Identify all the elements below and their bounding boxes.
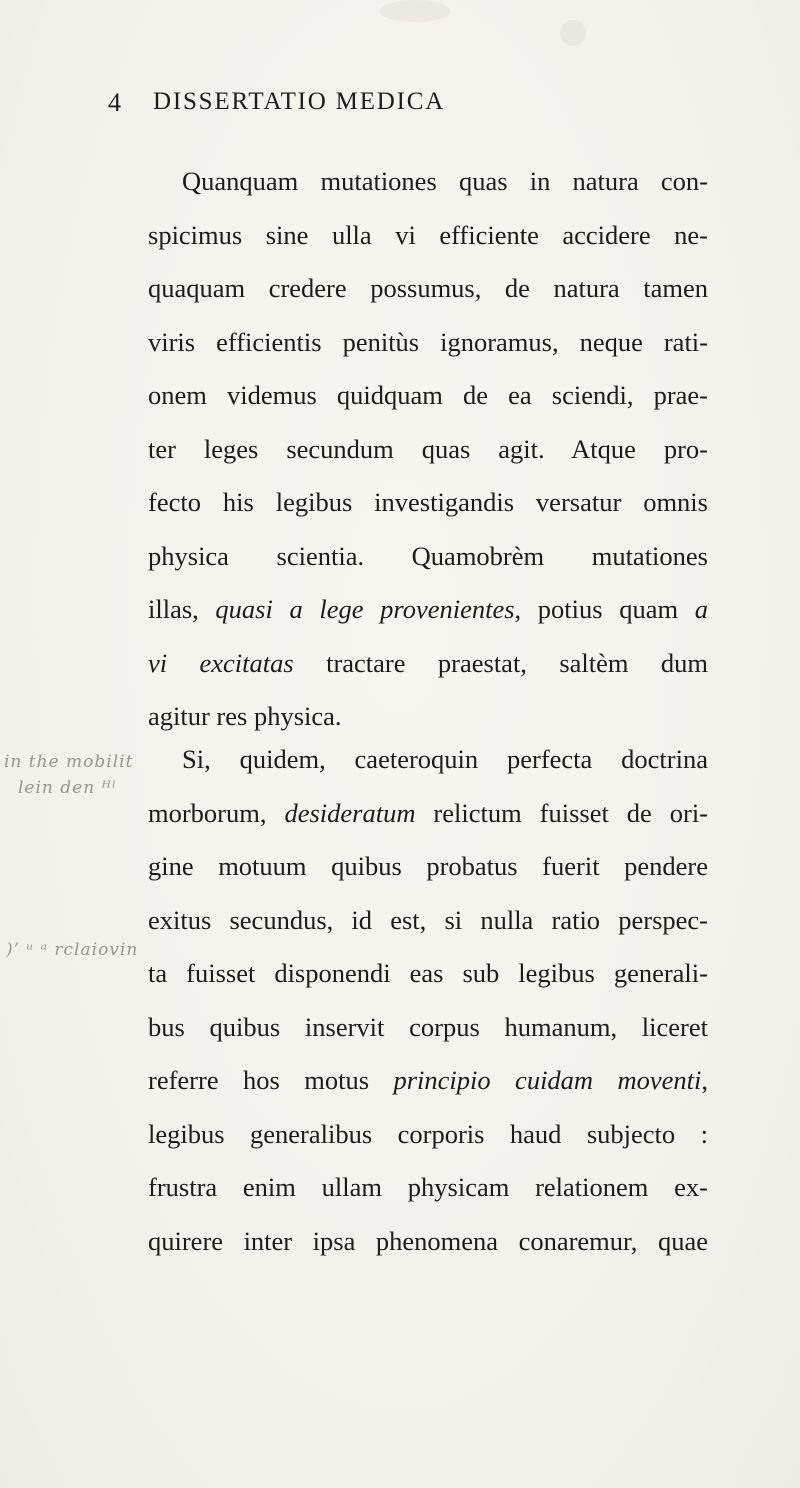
running-head: DISSERTATIO MEDICA (153, 88, 446, 115)
text-segment: , (701, 1065, 709, 1095)
text-line: physica scientia. Quamobrèm mutationes (148, 540, 708, 571)
text-line: gine motuum quibus probatus fuerit pendere (148, 851, 708, 881)
handwritten-note: in the mobilit (4, 752, 134, 772)
text-segment: , potius quam (514, 594, 695, 624)
text-line: quirere inter ipsa phenomena conaremur, quae (148, 1225, 708, 1256)
text-line (148, 787, 708, 841)
italic-phrase: vi excitatas (148, 647, 294, 678)
text-line (148, 1054, 708, 1108)
text-line: exitus secundus, id est, si nulla ratio perspec- (148, 904, 708, 935)
text-segment: illas, (148, 594, 216, 624)
handwritten-note: lein den ᴴˡ (18, 778, 118, 798)
text-line: Si, quidem, caeteroquin perfecta doctrina (182, 744, 708, 774)
text-line: legibus generalibus corporis haud subjecto : (148, 1118, 708, 1149)
paper-stain (380, 0, 450, 22)
page-header (108, 88, 708, 128)
italic-phrase: quasi a lege provenientes (215, 594, 515, 624)
text-line (148, 637, 708, 691)
text-segment: morborum, (148, 797, 285, 828)
italic-phrase: principio cuidam moventi (393, 1065, 702, 1095)
paper-stain (560, 20, 586, 46)
text-line: ta fuisset disponendi eas sub legibus generali- (148, 958, 708, 988)
text-line: agitur res physica. (148, 701, 342, 731)
handwritten-note: )’ ᵘ ᵃ rclaiovin (6, 940, 139, 960)
text-line: Quanquam mutationes quas in natura con- (182, 166, 708, 196)
page-number: 4 (108, 88, 122, 117)
text-segment: relictum fuisset de ori- (415, 797, 709, 828)
italic-phrase: a (694, 594, 708, 624)
text-line: onem videmus quidquam de ea sciendi, prae- (148, 380, 708, 410)
text-segment: tractare praestat, saltèm dum (293, 647, 708, 678)
paragraph-2 (148, 733, 708, 1268)
text-line: bus quibus inservit corpus humanum, liceret (148, 1011, 708, 1042)
paragraph-1 (148, 155, 708, 744)
text-line: spicimus sine ulla vi efficiente accidere ne- (148, 219, 708, 250)
text-line: fecto his legibus investigandis versatur omnis (148, 487, 708, 517)
text-line: ter leges secundum quas agit. Atque pro- (148, 433, 708, 464)
italic-phrase: desideratum (284, 797, 416, 828)
text-line: quaquam credere possumus, de natura tamen (148, 273, 708, 303)
text-line: frustra enim ullam physicam relationem ex- (148, 1172, 708, 1202)
text-segment: referre hos motus (148, 1065, 394, 1095)
text-line (148, 583, 708, 637)
text-line: viris efficientis penitùs ignoramus, neque rati- (148, 326, 708, 357)
